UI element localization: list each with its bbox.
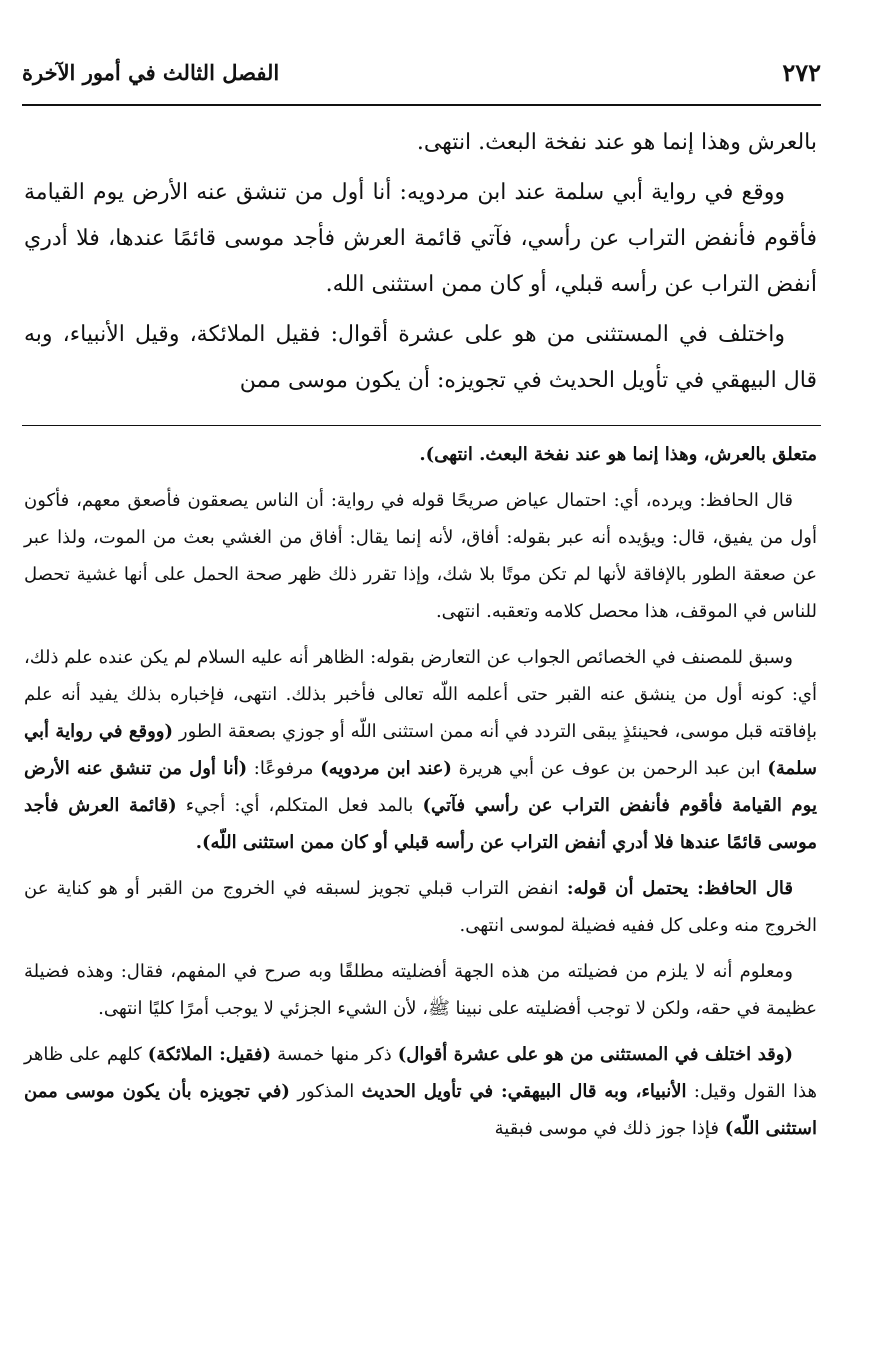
quoted-text: (ووقع في رواية أبي سلمة) (24, 721, 818, 779)
commentary-text: قال الحافظ: ويرده، أي: احتمال عياض صريحًا قوله في رواية: أن الناس يصعقون فأصعق معهم، فأكون أول من يفيق، قال: ويؤيده أنه عبر بقوله: أفاق، لأنه إنما يقال: أفاق من الغشي بعث من الموت، ولذا عبر عن صعقة الطور بالإفاقة لأنها لم تكن موتًا بلا شك، وإذا تقرر ذلك ظهر صحة الحمل على أنها غشية تحصل للناس في الموقف، هذا محصل كلامه وتعقبه. انتهى. (24, 490, 817, 622)
commentary-paragraph (24, 1036, 817, 1147)
commentary-paragraph (24, 953, 817, 1027)
page-header (22, 50, 821, 90)
commentary-text: المذكور (297, 1081, 355, 1102)
quoted-text: (عند ابن مردويه) (320, 758, 452, 779)
quoted-text: (في تجويزه بأن يكون موسى ممن استثنى اللّه) (24, 1081, 817, 1139)
commentary-text: فإذا جوز ذلك في موسى فبقية (494, 1118, 719, 1139)
commentary-text: كلهم على ظاهر هذا القول وقيل: (24, 1044, 817, 1102)
commentary-paragraph (24, 482, 817, 630)
quoted-text: (وقد اختلف في المستثنى من هو على عشرة أقوال) (397, 1044, 793, 1065)
commentary-paragraph (24, 436, 817, 473)
quoted-text: متعلق بالعرش، وهذا إنما هو عند نفخة البعث. انتهى). (419, 444, 817, 465)
main-text (24, 120, 817, 408)
commentary-text: ابن عبد الرحمن بن عوف عن أبي هريرة (458, 758, 761, 779)
quoted-text: (فقيل: الملائكة) (147, 1044, 272, 1065)
commentary-paragraph (24, 870, 817, 944)
commentary-text: ومعلوم أنه لا يلزم من فضيلته من هذه الجهة أفضليته مطلقًا وبه صرح في المفهم، فقال: وهذه فضيلة عظيمة في حقه، ولكن لا توجب أفضليته على نبينا ﷺ، لأن الشيء الجزئي لا يوجب أمرًا كليًا انتهى. (24, 961, 817, 1019)
quoted-text: قال الحافظ: يحتمل أن قوله: (566, 878, 793, 899)
commentary-text: وسبق للمصنف في الخصائص الجواب عن التعارض بقوله: الظاهر أنه عليه السلام لم يكن عنده علم ذلك، أي: كونه أول من ينشق عنه القبر حتى أعلمه اللّه تعالى فأخبر بذلك. انتهى، فإخباره بذلك يفيد أنه علم بإفاقته قبل موسى، فحينئذٍ يبقى التردد في أنه ممن استثنى اللّه أو جوزي بصعقة الطور (24, 647, 817, 742)
running-title: الفصل الثالث في أمور الآخرة (22, 60, 280, 85)
commentary (24, 436, 817, 1156)
main-paragraph: ووقع في رواية أبي سلمة عند ابن مردويه: أنا أول من تنشق عنه الأرض يوم القيامة فأقوم فأنفض التراب عن رأسي، فآتي قائمة العرش فأجد موسى قائمًا عندها، فلا أدري أنفض التراب عن رأسه قبلي، أو كان ممن استثنى الله. (24, 180, 817, 297)
main-paragraph: بالعرش وهذا إنما هو عند نفخة البعث. انتهى. (416, 130, 817, 155)
main-paragraph: واختلف في المستثنى من هو على عشرة أقوال: فقيل الملائكة، وقيل الأنبياء، وبه قال البيهقي في تأويل الحديث في تجويزه: أن يكون موسى ممن (24, 322, 817, 393)
commentary-paragraph (24, 639, 817, 861)
page-number: ٢٧٢ (782, 58, 821, 87)
footnote-divider (22, 425, 821, 426)
commentary-text: مرفوعًا: (253, 758, 314, 779)
commentary-text: ذكر منها خمسة (277, 1044, 392, 1065)
quoted-text: الأنبياء، وبه قال البيهقي: في تأويل الحديث (361, 1081, 687, 1102)
header-divider (22, 104, 821, 106)
commentary-text: بالمد فعل المتكلم، أي: أجيء (185, 795, 414, 816)
commentary-text: انفض التراب قبلي تجويز لسبقه في الخروج من القبر أو هو كناية عن الخروج منه وعلى كل ففيه فضيلة لموسى انتهى. (24, 878, 817, 936)
quoted-text: (أنا أول من تنشق عنه الأرض يوم القيامة فأقوم فأنفض التراب عن رأسي فآتي) (24, 758, 817, 816)
quoted-text: (قائمة العرش فأجد موسى قائمًا عندها فلا أدري أنفض التراب عن رأسه قبلي أو كان ممن استثنى اللّه). (24, 795, 817, 853)
